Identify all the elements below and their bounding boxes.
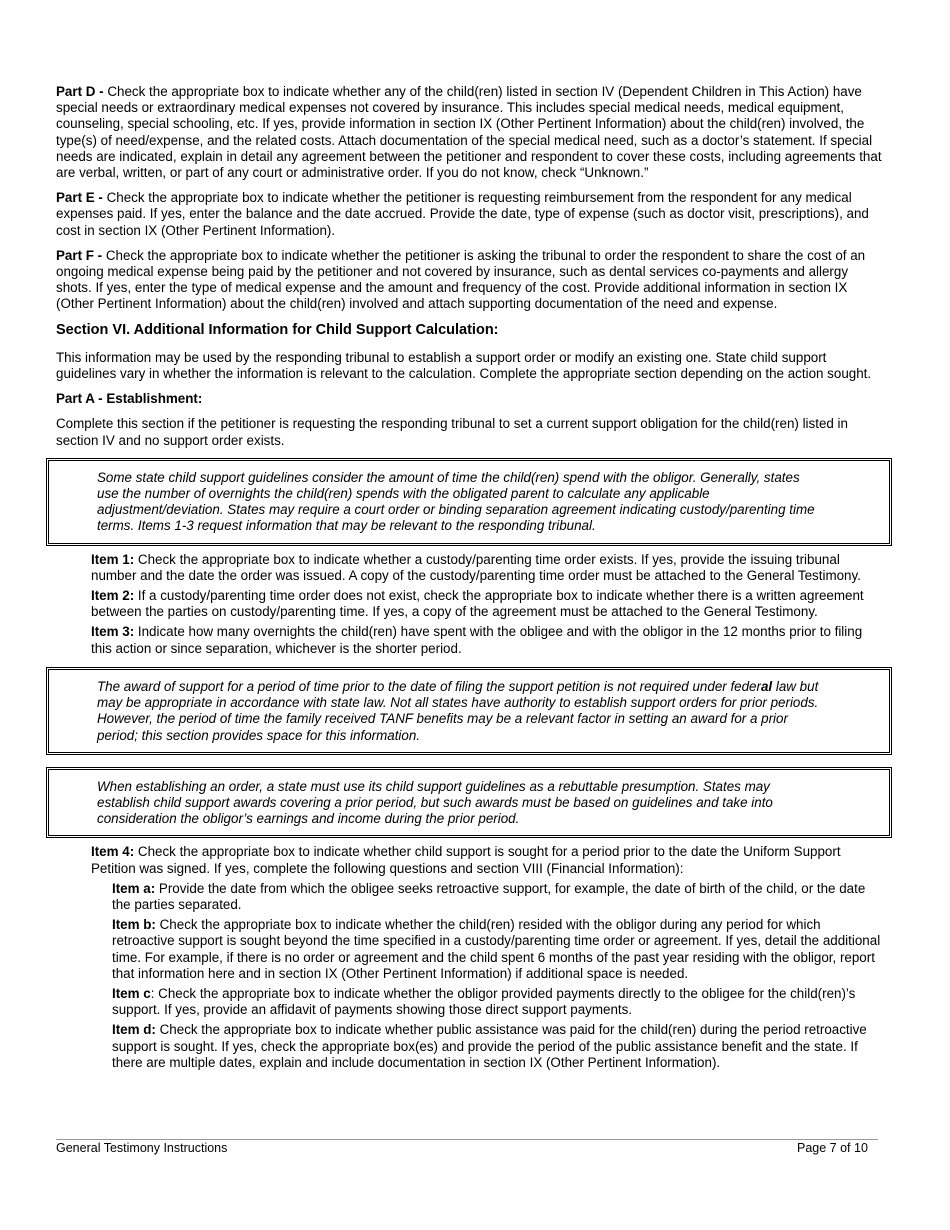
- item-4-text: Check the appropriate box to indicate whether child support is sought for a period prior to the date the Uniform Support Petition was signed. If yes, complete the following questions and section VIII (Financial Information):: [91, 844, 841, 876]
- footer-page-number: Page 7 of 10: [797, 1141, 868, 1155]
- item-4-label: Item 4:: [91, 844, 135, 860]
- part-d-text: Check the appropriate box to indicate whether any of the child(ren) listed in section IV (Dependent Children in This Action) have special needs or extraordinary medical expenses not covered by insurance. This includes special medical needs, medical equipment, counseling, special schooling, etc. If yes, provide information in section IX (Other Pertinent Information) about the child(ren) involved, the type(s) of need/expense, and the related costs. Attach documentation of the special medical need, such as a doctor’s statement. If special needs are indicated, explain in detail any agreement between the petitioner and respondent to cover these costs, including agreements that are verbal, written, or part of any court or administrative order. If you do not know, check “Unknown.”: [56, 84, 882, 181]
- note-box-guidelines-text: When establishing an order, a state must use its child support guidelines as a rebuttable presumption. States may establish child support awards covering a prior period, but such awards must be based on guidelines and take into consideration the obligor’s earnings and income during the prior period.: [97, 778, 773, 827]
- part-e-text: Check the appropriate box to indicate whether the petitioner is requesting reimbursement from the respondent for any medical expenses paid. If yes, enter the balance and the date accrued. Provide the date, type of expense (such as doctor visit, prescriptions), and cost in section IX (Other Pertinent Information).: [56, 190, 869, 238]
- item-b-label: Item b:: [112, 917, 156, 933]
- item-2-label: Item 2:: [91, 588, 135, 604]
- document-body: [56, 84, 886, 1075]
- item-1: [91, 552, 886, 584]
- item-b-text: Check the appropriate box to indicate whether the child(ren) resided with the obligor during any period for which retroactive support is sought beyond the time specified in a custody/parenting time order or agreement. If yes, detail the additional time. For example, if there is no order or agreement and the child spent 6 months of the past year residing with the obligor, report that information here and in section IX (Other Pertinent Information) if additional space is needed.: [112, 917, 881, 981]
- item-3: [91, 624, 886, 656]
- note-box-prior-period-text-1: The award of support for a period of time prior to the date of filing the support petition is not required under feder: [97, 678, 761, 694]
- item-2-text: If a custody/parenting time order does not exist, check the appropriate box to indicate whether there is a written agreement between the parties on custody/parenting time. If yes, a copy of the agreement must be attached to the General Testimony.: [91, 588, 864, 620]
- part-e-paragraph: [56, 190, 886, 239]
- note-box-prior-period-text: [97, 679, 819, 744]
- part-f-label: Part F -: [56, 247, 103, 263]
- item-c-label: Item c: [112, 985, 151, 1001]
- note-box-prior-period-bold: al: [760, 678, 773, 694]
- item-3-text: Indicate how many overnights the child(ren) have spent with the obligee and with the obligor in the 12 months prior to filing this action or since separation, whichever is the shorter period.: [91, 624, 863, 656]
- part-a-intro: Complete this section if the petitioner is requesting the responding tribunal to set a current support obligation for the child(ren) listed in section IV and no support order exists.: [56, 416, 848, 448]
- part-d-label: Part D -: [56, 84, 104, 99]
- item-1-label: Item 1:: [91, 551, 135, 567]
- section-vi-heading: Section VI. Additional Information for Child Support Calculation:: [56, 321, 499, 338]
- item-c: [112, 986, 886, 1018]
- footer-title: General Testimony Instructions: [56, 1141, 228, 1155]
- note-box-prior-period: [46, 667, 892, 755]
- item-4: [91, 844, 886, 876]
- note-box-prior-period-text-2: law but may be appropriate in accordance with state law. Not all states have authority to establish support orders for prior periods. However, the period of time the family received TANF benefits may be a relevant factor in setting an award for a prior period; this section provides space for this information.: [97, 678, 819, 743]
- note-box-overnights-text: Some state child support guidelines consider the amount of time the child(ren) spend with the obligor. Generally, states use the number of overnights the child(ren) spends with the obligated parent to calculate any applicable adjustment/deviation. States may require a court order or binding separation agreement indicating custody/parenting time terms. Items 1-3 request information that may be relevant to the responding tribunal.: [97, 469, 815, 534]
- item-a-label: Item a:: [112, 880, 156, 896]
- item-b: [112, 917, 886, 982]
- item-a-text: Provide the date from which the obligee seeks retroactive support, for example, the date of birth of the child, or the date the parties separated.: [112, 880, 866, 912]
- item-3-label: Item 3:: [91, 624, 135, 640]
- note-box-overnights: [46, 458, 892, 546]
- item-a: [112, 881, 886, 913]
- item-2: [91, 588, 886, 620]
- part-f-text: Check the appropriate box to indicate whether the petitioner is asking the tribunal to order the respondent to share the cost of an ongoing medical expense being paid by the petitioner and not covered by insurance, such as dental services co-payments and allergy shots. If yes, enter the type of medical expense and the amount and frequency of the cost. Provide additional information in section IX (Other Pertinent Information) about the child(ren) involved and attach supporting documentation of the need and expense.: [56, 247, 866, 312]
- note-box-guidelines: [46, 767, 892, 839]
- item-d: [112, 1022, 886, 1071]
- part-a-heading: Part A - Establishment:: [56, 391, 203, 407]
- item-d-text: Check the appropriate box to indicate whether public assistance was paid for the child(ren) during the period retroactive support is sought. If yes, check the appropriate box(es) and provide the period of the public assistance benefit and the state. If there are multiple dates, explain and include documentation in section IX (Other Pertinent Information).: [112, 1022, 867, 1070]
- part-d-paragraph: [56, 84, 886, 181]
- part-e-label: Part E -: [56, 190, 103, 206]
- item-d-label: Item d:: [112, 1022, 156, 1038]
- part-f-paragraph: [56, 248, 886, 313]
- section-vi-intro: This information may be used by the responding tribunal to establish a support order or modify an existing one. State child support guidelines vary in whether the information is relevant to the calculation. Complete the appropriate section depending on the action sought.: [56, 349, 872, 382]
- item-c-text: : Check the appropriate box to indicate whether the obligor provided payments directly to the obligee for the child(ren)’s support. If yes, provide an affidavit of payments showing those direct support payments.: [112, 985, 856, 1018]
- footer-divider: [56, 1139, 878, 1140]
- item-1-text: Check the appropriate box to indicate whether a custody/parenting time order exists. If yes, provide the issuing tribunal number and the date the order was issued. A copy of the custody/parenting time order must be attached to the General Testimony.: [91, 551, 861, 583]
